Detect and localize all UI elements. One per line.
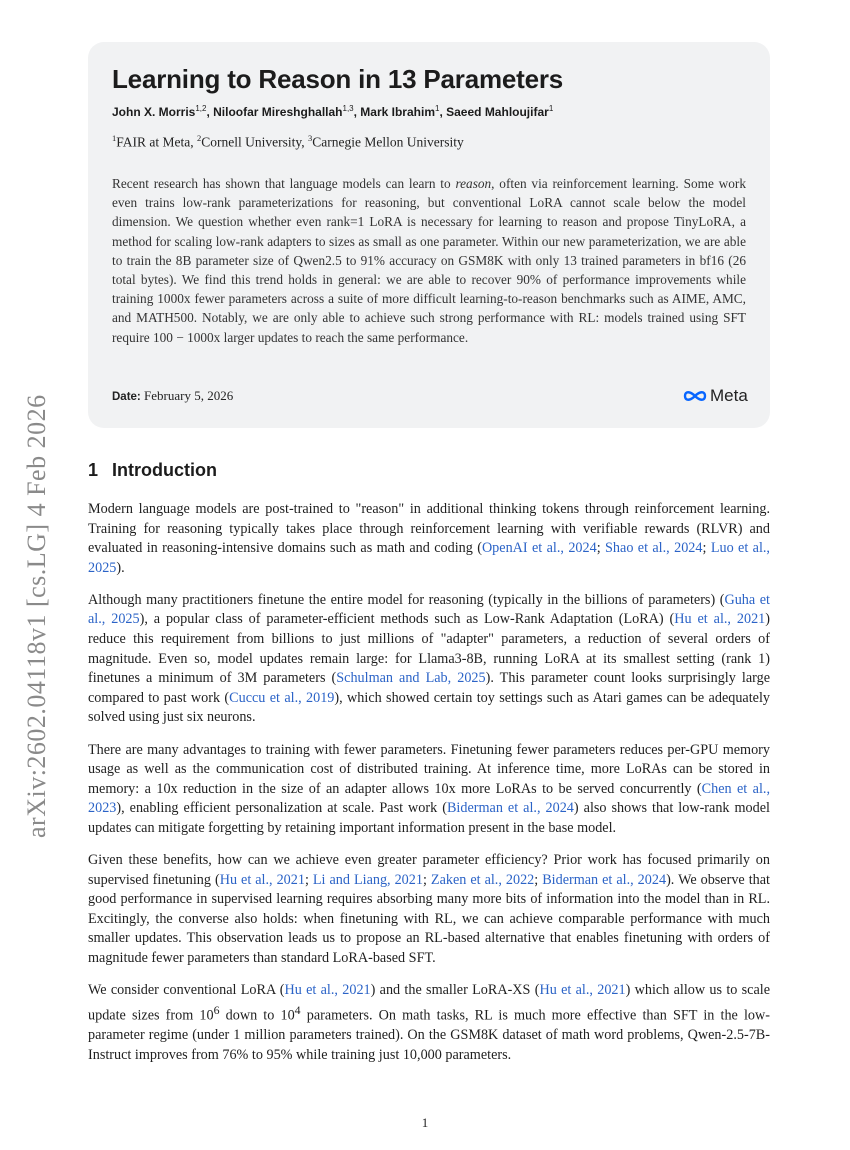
paragraph-text: ; (422, 871, 431, 888)
citation-link[interactable]: Zaken et al., 2022 (430, 871, 535, 888)
citation-link[interactable]: Hu et al., 2021 (284, 982, 371, 999)
paragraph-text: ). This parameter count looks surprisingly large compared to past work ( (88, 670, 770, 706)
affiliation-mark: 2 (197, 133, 202, 143)
arxiv-identifier-stamp: arXiv:2602.04118v1 [cs.LG] 4 Feb 2026 (22, 394, 51, 838)
paragraph-text: ; (534, 871, 543, 888)
citation-link[interactable]: OpenAI et al., 2024 (481, 540, 597, 557)
body-text (88, 500, 770, 1078)
body-paragraph (88, 851, 770, 969)
abstract-emphasis: reason (455, 176, 492, 191)
meta-infinity-icon (682, 389, 708, 403)
date-value: February 5, 2026 (144, 388, 234, 403)
body-paragraph (88, 741, 770, 839)
author-name[interactable]: Niloofar Mireshghallah (213, 105, 343, 119)
paragraph-text: parameters. On math tasks, RL is much more effective than SFT in the low-parameter regime (under 1 million parameters trained). On the GSM8K dataset of math word problems, Qwen-2.5-7B-Instruct improves from 76% to 95% while training just 10,000 parameters. (88, 1007, 770, 1063)
author-name[interactable]: Mark Ibrahim (360, 105, 435, 119)
paragraph-text: ). We observe that good performance in supervised learning requires absorbing many more bits of information into the model than in RL. Excitingly, the converse also holds: when finetuning with RL, we can achieve comparable performance with much smaller updates. This observation leads us to propose an RL-based alternative that enables finetuning with orders of magnitude fewer parameters than standard LoRA-based SFT. (88, 871, 770, 966)
author-name[interactable]: John X. Morris (112, 105, 196, 119)
abstract-text: Recent research has shown that language models can learn to (112, 176, 456, 191)
affiliation-mark: 3 (307, 133, 313, 143)
date-row (112, 388, 233, 404)
citation-link[interactable]: Li and Liang, 2021 (312, 871, 423, 888)
citation-link[interactable]: Cuccu et al., 2019 (229, 689, 335, 706)
citation-link[interactable]: Schulman and Lab, 2025 (336, 670, 486, 687)
citation-link[interactable]: Biderman et al., 2024 (446, 800, 574, 817)
superscript-exponent: 6 (213, 1002, 220, 1017)
author-affiliation-mark: 1,2 (195, 104, 207, 113)
author-list: John X. Morris$^{1,2}$, Niloofar Mireshghallah$^{1,3}$, Mark Ibrahim$^1$, Saeed Mahloujifar$^1$ (112, 104, 554, 119)
citation-link[interactable]: Hu et al., 2021 (539, 982, 626, 999)
paper-title: Learning to Reason in 13 Parameters (112, 64, 564, 94)
section-title: Introduction (112, 460, 217, 480)
author-affiliation-mark: 1,3 (342, 104, 354, 113)
paragraph-text: ) and the smaller LoRA-XS ( (370, 982, 540, 999)
meta-logo-text: Meta (710, 386, 748, 405)
paragraph-text: down to 10 (219, 1007, 295, 1024)
affiliation-mark: 1 (112, 133, 117, 143)
paragraph-text: Modern language models are post-trained to "reason" in additional thinking tokens through reinforcement learning. Training for reasoning typically takes place through reinforcement learning with verifiable rewards (RLVR) and evaluated in reasoning-intensive domains such as math and coding ( (88, 501, 770, 557)
citation-link[interactable]: Biderman et al., 2024 (542, 871, 667, 888)
paragraph-text: ; (702, 540, 711, 557)
citation-link[interactable]: Shao et al., 2024 (605, 540, 703, 557)
affiliation-list: $^1$FAIR at Meta, $^2$Cornell University, $^3$Carnegie Mellon University (112, 133, 464, 150)
paragraph-text: There are many advantages to training with fewer parameters. Finetuning fewer parameters reduces per-GPU memory usage as well as the communication cost of distributed training. At inference time, more LoRAs can be stored in memory: a 10x reduction in the size of an adapter allows 10x more LoRAs to be served concurrently ( (88, 741, 770, 797)
page-number: 1 (421, 1115, 429, 1130)
affiliation-name: Cornell University (201, 134, 302, 150)
author-name[interactable]: Saeed Mahloujifar (446, 105, 549, 119)
citation-link[interactable]: Hu et al., 2021 (219, 871, 305, 888)
body-paragraph (88, 981, 770, 1065)
meta-logo (682, 386, 748, 406)
paragraph-text: ; (596, 540, 606, 557)
paragraph-text: ; (304, 871, 313, 888)
author-affiliation-mark: 1 (548, 104, 554, 113)
body-paragraph (88, 591, 770, 728)
paragraph-text: We consider conventional LoRA ( (88, 982, 285, 999)
paragraph-text: ) also shows that low-rank model updates can mitigate forgetting by retaining important information present in the base model. (88, 800, 770, 836)
date-label: Date: (112, 391, 141, 403)
author-affiliation-mark: 1 (435, 104, 440, 113)
paragraph-text: ) reduce this requirement from billions to just millions of "adapter" parameters, a reduction of several orders of magnitude. Even so, model updates remain large: for Llama3-8B, running LoRA at its smallest setting (rank 1) finetunes a minimum of 3M parameters ( (88, 611, 770, 687)
paragraph-text: ), a popular class of parameter-efficient methods such as Low-Rank Adaptation (LoRA) ( (139, 611, 675, 628)
paragraph-text: ), which showed certain toy settings such as Atari games can be adequately solved using just six neurons. (88, 689, 770, 726)
affiliation-name: FAIR at Meta (116, 134, 191, 150)
citation-link[interactable]: Guha et al., 2025 (88, 591, 770, 628)
citation-link[interactable]: Luo et al., 2025 (88, 540, 770, 576)
section-heading (88, 460, 217, 481)
abstract (112, 174, 746, 347)
citation-link[interactable]: Chen et al., 2023 (88, 780, 770, 817)
section-number: 1 (88, 460, 99, 480)
paragraph-text: Although many practitioners finetune the entire model for reasoning (typically in the billions of parameters) ( (88, 591, 725, 608)
paragraph-text: Given these benefits, how can we achieve even greater parameter efficiency? Prior work has focused primarily on supervised finetuning ( (88, 852, 770, 888)
superscript-exponent: 4 (294, 1002, 301, 1017)
paragraph-text: ) which allow us to scale update sizes from 10 (88, 982, 770, 1024)
affiliation-name: Carnegie Mellon University (312, 134, 464, 150)
body-paragraph (88, 500, 770, 578)
citation-link[interactable]: Hu et al., 2021 (674, 611, 766, 628)
paragraph-text: ), enabling efficient personalization at scale. Past work ( (116, 800, 447, 817)
abstract-text: , often via reinforcement learning. Some work even trains low-rank parameterizations for reasoning, but conventional LoRA cannot scale below the model dimension. We question whether even rank=1 LoRA is necessary for learning to reason and propose TinyLoRA, a method for scaling low-rank adapters to sizes as small as one parameter. Within our new parameterization, we are able to train the 8B parameter size of Qwen2.5 to 91% accuracy on GSM8K with only 13 trained parameters in bf16 (26 total bytes). We find this trend holds in general: we are able to recover 90% of performance improvements while training 1000x fewer parameters across a suite of more difficult learning-to-reason benchmarks such as AIME, AMC, and MATH500. Notably, we are only able to achieve such strong performance with RL: models trained using SFT require 100 − 1000x larger updates to reach the same performance. (112, 176, 746, 345)
paragraph-text: ). (116, 559, 125, 576)
